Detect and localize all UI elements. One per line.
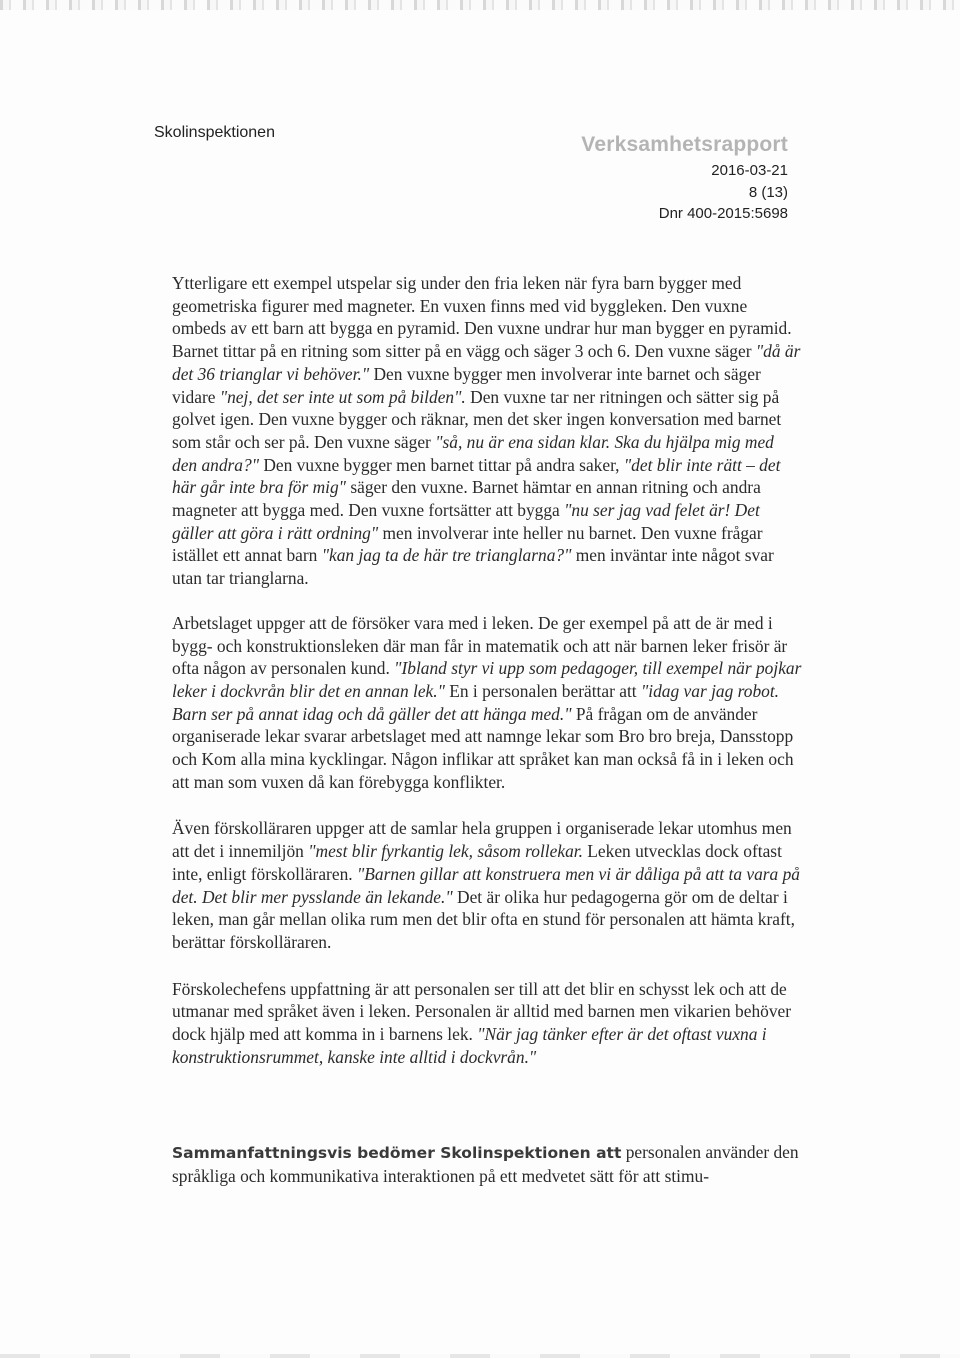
paragraph-team-statement bbox=[172, 612, 802, 794]
summary-lead: Sammanfattningsvis bedömer Skolinspektionen att bbox=[172, 1144, 622, 1162]
body-text: Det är olika hur pedagogerna gör om de deltar i leken, man går mellan olika rum men det blir ofta en stund för personalen att hämta kraft, berättar förskolläraren. bbox=[172, 886, 795, 952]
body-text: En i personalen berättar att bbox=[444, 680, 641, 701]
quote-text: "mest blir fyrkantig lek, såsom rollekar. bbox=[308, 841, 583, 862]
scan-edge-top bbox=[0, 0, 960, 10]
body-text: Den vuxne bygger men barnet tittar på andra saker, bbox=[259, 454, 624, 475]
body-text: säger den vuxne. Barnet hämtar en annan ritning och andra magneter att bygga med. Den vuxne fortsätter att bygga bbox=[172, 477, 761, 521]
body-text: Arbetslaget uppger att de försöker vara med i leken. De ger exempel på att de är med i bygg- och konstruktionsleken där man får in matematik och att när barnen leker frisör är ofta någon av personalen kund. bbox=[172, 612, 788, 679]
paragraph-preschool-teacher bbox=[172, 817, 802, 953]
quote-text: "När jag tänker efter är det oftast vuxna i konstruktionsrummet, kanske inte alltid i dockvrån." bbox=[172, 1024, 767, 1067]
quote-text: "Ibland styr vi upp som pedagoger, till exempel när pojkar leker i dockvrån blir det en annan lek." bbox=[172, 658, 802, 701]
summary-text: personalen använder den språkliga och kommunikativa interaktionen på ett medvetet sätt för att stimu- bbox=[172, 1142, 799, 1186]
summary-paragraph bbox=[172, 1141, 802, 1187]
document-header bbox=[581, 133, 788, 225]
quote-text: "Barnen gillar att konstruera men vi är dåliga på att ta vara på det. Det blir mer pysslande än lekande." bbox=[172, 863, 800, 907]
body-text: På frågan om de använder organiserade lekar svarar arbetslaget med att namnge lekar som Bro bro breja, Dansstopp och Kom alla mina kycklingar. Någon inflikar att språket kan man också få in i leken och att man som vuxen då kan förebygga konflikter. bbox=[172, 703, 794, 792]
quote-text: "nej, det ser inte ut som på bilden". bbox=[219, 386, 466, 407]
body-text: Den vuxne bygger men involverar inte barnet och säger vidare bbox=[172, 363, 761, 407]
quote-text: "kan jag ta de här tre trianglarna?" bbox=[321, 545, 572, 566]
body-text: Den vuxne tar ner ritningen och sätter sig på golvet igen. Den vuxne bygger och räknar, men det sker ingen konversation med barnet som står och ser på. Den vuxne säger bbox=[172, 386, 782, 452]
reference-number: Dnr 400-2015:5698 bbox=[658, 205, 788, 222]
body-text: Förskolechefens uppfattning är att personalen ser till att det blir en schysst lek och att de utmanar med språket även i leken. Personalen är alltid med barnen men vikarien behöver dock hjälp med att komma in i barnens lek. bbox=[172, 978, 792, 1045]
quote-text: "då är det 36 trianglar vi behöver." bbox=[172, 341, 801, 384]
report-body bbox=[172, 272, 802, 1069]
body-text: Ytterligare ett exempel utspelar sig under den fria leken när fyra barn bygger med geometriska figurer med magneter. En vuxen finns med vid byggleken. Den vuxne ombeds av ett barn att bygga en pyramid. Den vuxne undrar hur man bygger en pyramid. Barnet tittar på en ritning som sitter på en vägg och säger 3 och 6. Den vuxne säger bbox=[172, 273, 792, 362]
document-title: Verksamhetsrapport bbox=[581, 133, 788, 156]
quote-text: "nu ser jag vad felet är! Det gäller att göra i rätt ordning" bbox=[172, 500, 760, 543]
body-text: men involverar inte heller nu barnet. Den vuxne frågar istället ett annat barn bbox=[172, 522, 763, 566]
paragraph-building-example bbox=[172, 272, 802, 590]
quote-text: "det blir inte rätt – det här går inte bra för mig" bbox=[172, 454, 781, 498]
document-date: 2016-03-21 bbox=[711, 162, 788, 179]
body-text: men inväntar inte något svar utan tar trianglarna. bbox=[172, 545, 774, 589]
page-number: 8 (13) bbox=[748, 183, 788, 201]
quote-text: "så, nu är ena sidan klar. Ska du hjälpa mig med den andra?" bbox=[172, 431, 774, 475]
body-text: Leken utvecklas dock oftast inte, enligt förskolläraren. bbox=[172, 841, 782, 884]
quote-text: "idag var jag robot. Barn ser på annat idag och då gäller det att hänga med." bbox=[172, 680, 780, 724]
organization-name: Skolinspektionen bbox=[154, 124, 275, 141]
paragraph-principal-view bbox=[172, 978, 802, 1069]
body-text: Även förskolläraren uppger att de samlar hela gruppen i organiserade lekar utomhus men att det i innemiljön bbox=[172, 818, 792, 862]
scan-edge-bottom bbox=[0, 1354, 960, 1358]
